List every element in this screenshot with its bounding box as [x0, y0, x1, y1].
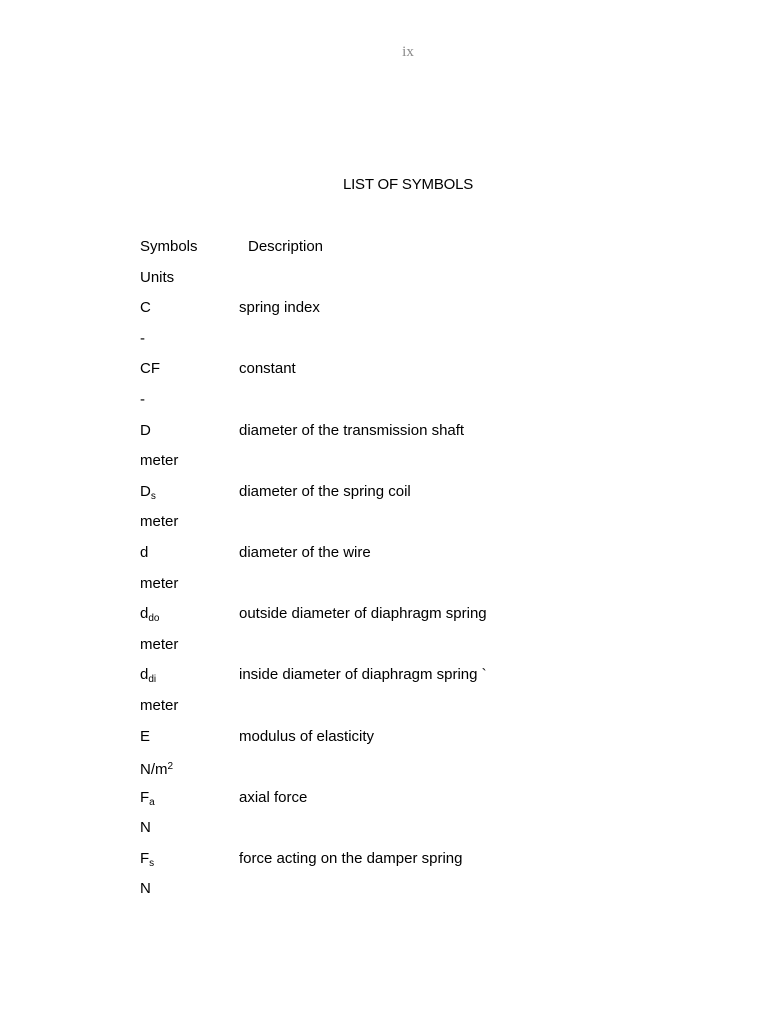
unit-row [140, 512, 700, 543]
unit-row [140, 757, 700, 788]
unit-text: meter [140, 696, 179, 714]
symbol-letter: E [140, 727, 151, 745]
unit-superscript: 2 [167, 761, 174, 773]
symbol-unit [140, 818, 151, 837]
unit-row [140, 329, 700, 360]
symbol-letter: d [140, 605, 149, 623]
symbol-unit [140, 879, 151, 898]
description-header: Description [248, 238, 324, 255]
symbol-description: modulus of elasticity [239, 727, 375, 745]
symbol-unit [140, 451, 178, 470]
symbol-subscript: a [149, 796, 155, 808]
symbol-unit [140, 390, 145, 409]
unit-text: N/m [140, 761, 168, 779]
symbol-letter: F [140, 788, 150, 806]
symbol-subscript: s [150, 490, 156, 502]
symbol [140, 849, 154, 873]
symbol-row [140, 727, 700, 758]
unit-text: N [140, 880, 151, 898]
symbol [140, 298, 151, 317]
unit-text: meter [140, 574, 179, 592]
header-row [140, 237, 700, 268]
unit-row [140, 696, 700, 727]
symbol [140, 727, 150, 746]
symbol-letter: CF [140, 360, 160, 378]
symbol-letter: D [140, 421, 151, 439]
symbol-unit [140, 329, 145, 348]
symbol-letter: d [140, 543, 149, 561]
symbol-row [140, 849, 700, 880]
symbol-description: axial force [239, 788, 308, 806]
unit-row [140, 574, 700, 605]
symbol-description: outside diameter of diaphragm spring [239, 605, 487, 623]
symbols-list [140, 237, 700, 910]
symbol-subscript: di [148, 674, 157, 686]
unit-row [140, 818, 700, 849]
symbol-row [140, 788, 700, 819]
unit-row [140, 879, 700, 910]
symbol-description: inside diameter of diaphragm spring ` [239, 666, 487, 684]
symbol-letter: F [140, 849, 150, 867]
symbol-unit [140, 512, 178, 531]
symbol-letter: C [140, 299, 151, 317]
symbol-description: constant [239, 360, 296, 378]
unit-row [140, 451, 700, 482]
symbol-letter: d [140, 666, 149, 684]
symbol-row [140, 421, 700, 452]
symbol-row [140, 665, 700, 696]
symbols-header: Symbols [140, 238, 198, 255]
symbol-unit [140, 574, 178, 593]
symbol [140, 359, 160, 378]
symbol [140, 543, 148, 562]
symbol-letter: D [140, 482, 151, 500]
symbol [140, 604, 159, 628]
symbol-unit [140, 696, 178, 715]
unit-row [140, 635, 700, 666]
unit-text: - [140, 390, 145, 408]
unit-text: meter [140, 513, 179, 531]
units-header-row [140, 268, 700, 299]
symbol-subscript: do [148, 613, 160, 625]
unit-text: - [140, 329, 145, 347]
symbol-unit [140, 635, 178, 654]
symbol-row [140, 604, 700, 635]
symbol-unit [140, 757, 173, 779]
symbol-description: diameter of the wire [239, 543, 371, 561]
symbol [140, 788, 155, 812]
symbol-rows [140, 298, 700, 910]
symbol-description: diameter of the transmission shaft [239, 421, 465, 439]
symbol-row [140, 298, 700, 329]
symbol-row [140, 359, 700, 390]
unit-text: meter [140, 635, 179, 653]
symbol-subscript: s [149, 857, 155, 869]
units-header: Units [140, 268, 175, 286]
symbol [140, 665, 156, 689]
page-number: ix [402, 44, 414, 60]
unit-row [140, 390, 700, 421]
symbol [140, 482, 156, 506]
symbol-description: force acting on the damper spring [239, 849, 463, 867]
symbol-description: spring index [239, 299, 320, 317]
unit-text: meter [140, 452, 179, 470]
symbol-row [140, 543, 700, 574]
symbol-description: diameter of the spring coil [239, 482, 411, 500]
unit-text: N [140, 819, 151, 837]
page-title: LIST OF SYMBOLS [342, 176, 474, 193]
symbol-row [140, 482, 700, 513]
symbol [140, 421, 151, 440]
